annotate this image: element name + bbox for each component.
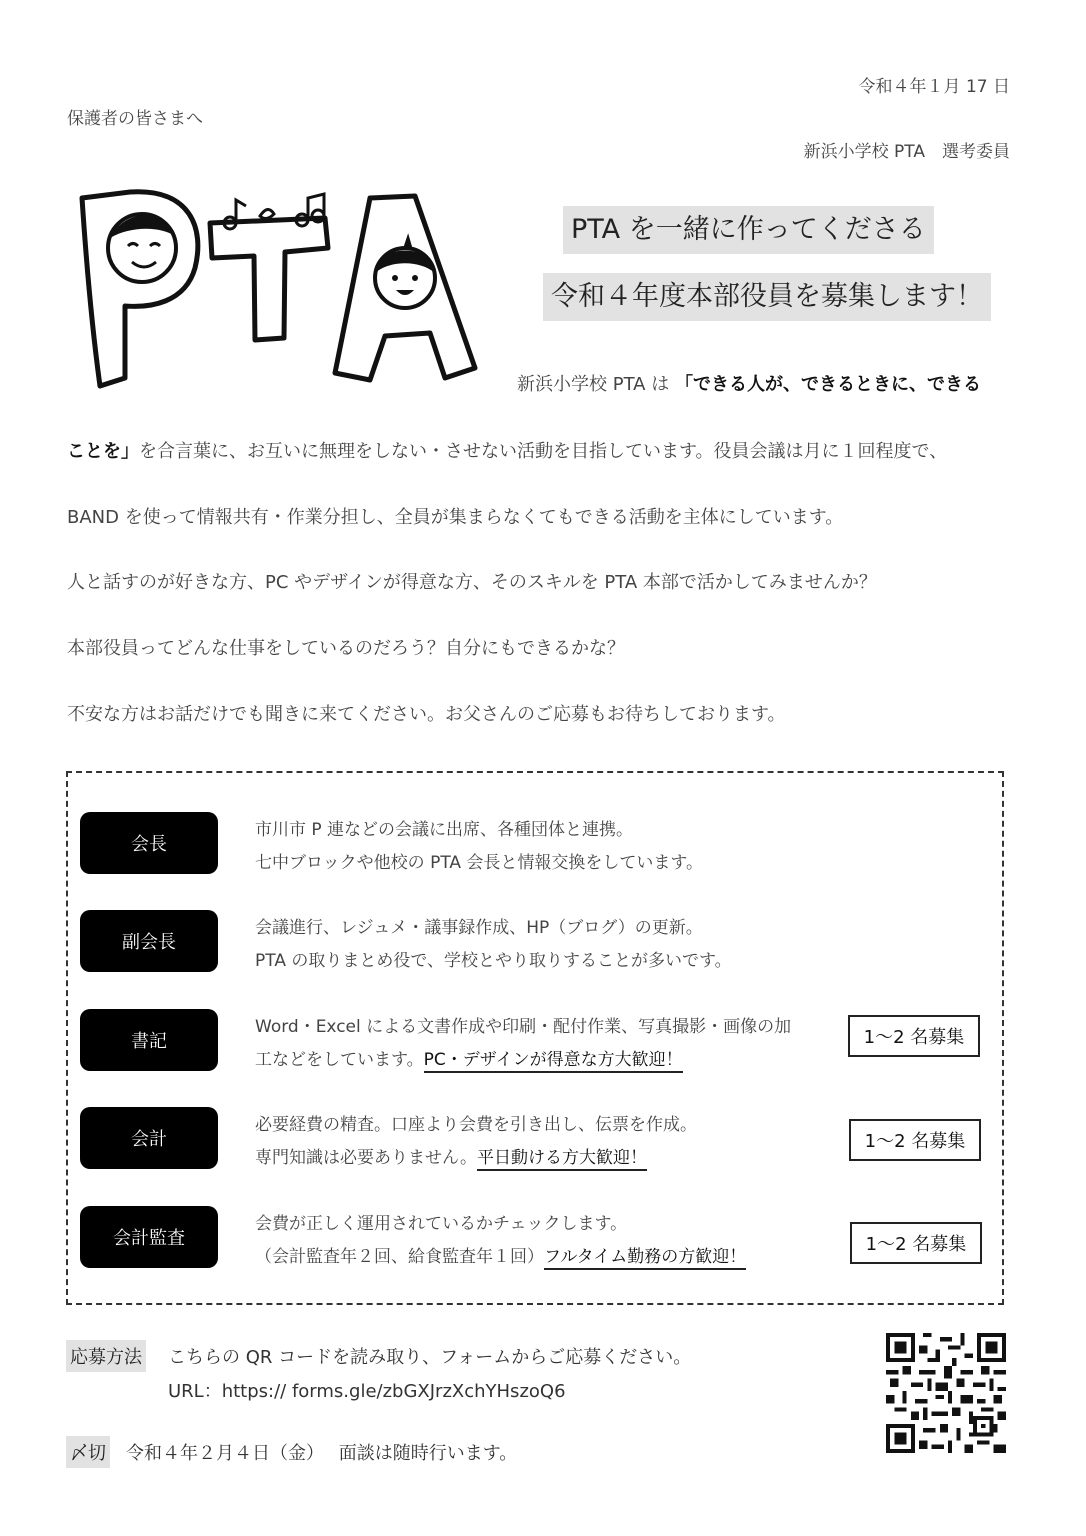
motto-end: ことを」 bbox=[67, 441, 139, 462]
role-desc-text: （会計監査年２回、給食監査年１回） bbox=[255, 1247, 544, 1267]
intro-line-5: 本部役員ってどんな仕事をしているのだろう？自分にもできるかな？ bbox=[67, 638, 625, 659]
role-title: 会計監査 bbox=[80, 1206, 218, 1268]
intro-prefix: 新浜小学校 PTA は bbox=[517, 374, 670, 395]
recruit-badge: 1～2 名募集 bbox=[850, 1222, 982, 1264]
qr-code-icon[interactable] bbox=[886, 1333, 1006, 1453]
role-president bbox=[80, 812, 1005, 876]
role-desc-line-2 bbox=[255, 1143, 647, 1168]
roles-box bbox=[66, 771, 1004, 1305]
role-emphasis: PC・デザインが得意な方大歓迎！ bbox=[424, 1050, 683, 1073]
deadline-label: 〆切 bbox=[66, 1436, 110, 1468]
apply-url-link[interactable]: URL：https:// forms.gle/zbGXJrzXchYHszoQ6 bbox=[168, 1381, 566, 1402]
document-date: 令和４年１月 17 日 bbox=[858, 77, 1010, 97]
intro-line-6: 不安な方はお話だけでも聞きに来てください。お父さんのご応募もお待ちしております。 bbox=[67, 704, 786, 725]
headline-line-2: 令和４年度本部役員を募集します！ bbox=[543, 273, 991, 321]
headline-line-1: PTA を一緒に作ってくださる bbox=[563, 206, 934, 254]
intro-text: を合言葉に、お互いに無理をしない・させない活動を目指しています。役員会議は月に１回程度で、 bbox=[139, 441, 948, 462]
recruit-badge: 1～2 名募集 bbox=[849, 1119, 981, 1161]
motto-start: 「できる人が、できるときに、できる bbox=[674, 374, 981, 395]
role-title: 会長 bbox=[80, 812, 218, 874]
pta-logo-icon bbox=[70, 168, 490, 398]
deadline-text: 令和４年２月４日（金） 面談は随時行います。 bbox=[126, 1443, 518, 1464]
intro-line-3: BAND を使って情報共有・作業分担し、全員が集まらなくてもできる活動を主体にしています。 bbox=[67, 507, 844, 528]
role-desc-line-1: 必要経費の精査。口座より会費を引き出し、伝票を作成。 bbox=[255, 1115, 697, 1135]
role-desc-line-2 bbox=[255, 1045, 683, 1070]
role-secretary bbox=[80, 1009, 1005, 1073]
role-desc-line-2: 七中ブロックや他校の PTA 会長と情報交換をしています。 bbox=[255, 853, 704, 873]
role-emphasis: フルタイム勤務の方歓迎！ bbox=[544, 1247, 746, 1270]
role-auditor bbox=[80, 1206, 1005, 1270]
role-desc-line-2 bbox=[255, 1242, 746, 1267]
role-desc-line-1: 会費が正しく運用されているかチェックします。 bbox=[255, 1214, 628, 1234]
intro-line-4: 人と話すのが好きな方、PC やデザインが得意な方、そのスキルを PTA 本部で活かしてみませんか？ bbox=[67, 572, 877, 593]
role-treasurer bbox=[80, 1107, 1005, 1171]
recruit-badge: 1～2 名募集 bbox=[848, 1015, 980, 1057]
role-desc-text: 専門知識は必要ありません。 bbox=[255, 1148, 478, 1168]
role-title: 書記 bbox=[80, 1009, 218, 1071]
role-desc-line-2: PTA の取りまとめ役で、学校とやり取りすることが多いです。 bbox=[255, 951, 732, 971]
role-desc-line-1: 市川市 P 連などの会議に出席、各種団体と連携。 bbox=[255, 820, 634, 840]
role-title: 会計 bbox=[80, 1107, 218, 1169]
role-desc-text: 工などをしています。 bbox=[255, 1050, 424, 1070]
sender: 新浜小学校 PTA 選考委員 bbox=[803, 142, 1010, 162]
role-desc-line-1: Word・Excel による文書作成や印刷・配付作業、写真撮影・画像の加 bbox=[255, 1017, 792, 1037]
apply-label: 応募方法 bbox=[66, 1340, 146, 1372]
apply-instructions: こちらの QR コードを読み取り、フォームからご応募ください。 bbox=[168, 1347, 692, 1368]
role-title: 副会長 bbox=[80, 910, 218, 972]
role-emphasis: 平日動ける方大歓迎！ bbox=[477, 1148, 647, 1171]
intro-line-1 bbox=[517, 370, 981, 396]
role-vice-president bbox=[80, 910, 1005, 974]
addressee: 保護者の皆さまへ bbox=[67, 109, 203, 129]
intro-line-2 bbox=[67, 437, 947, 463]
role-desc-line-1: 会議進行、レジュメ・議事録作成、HP（ブログ）の更新。 bbox=[255, 918, 703, 938]
